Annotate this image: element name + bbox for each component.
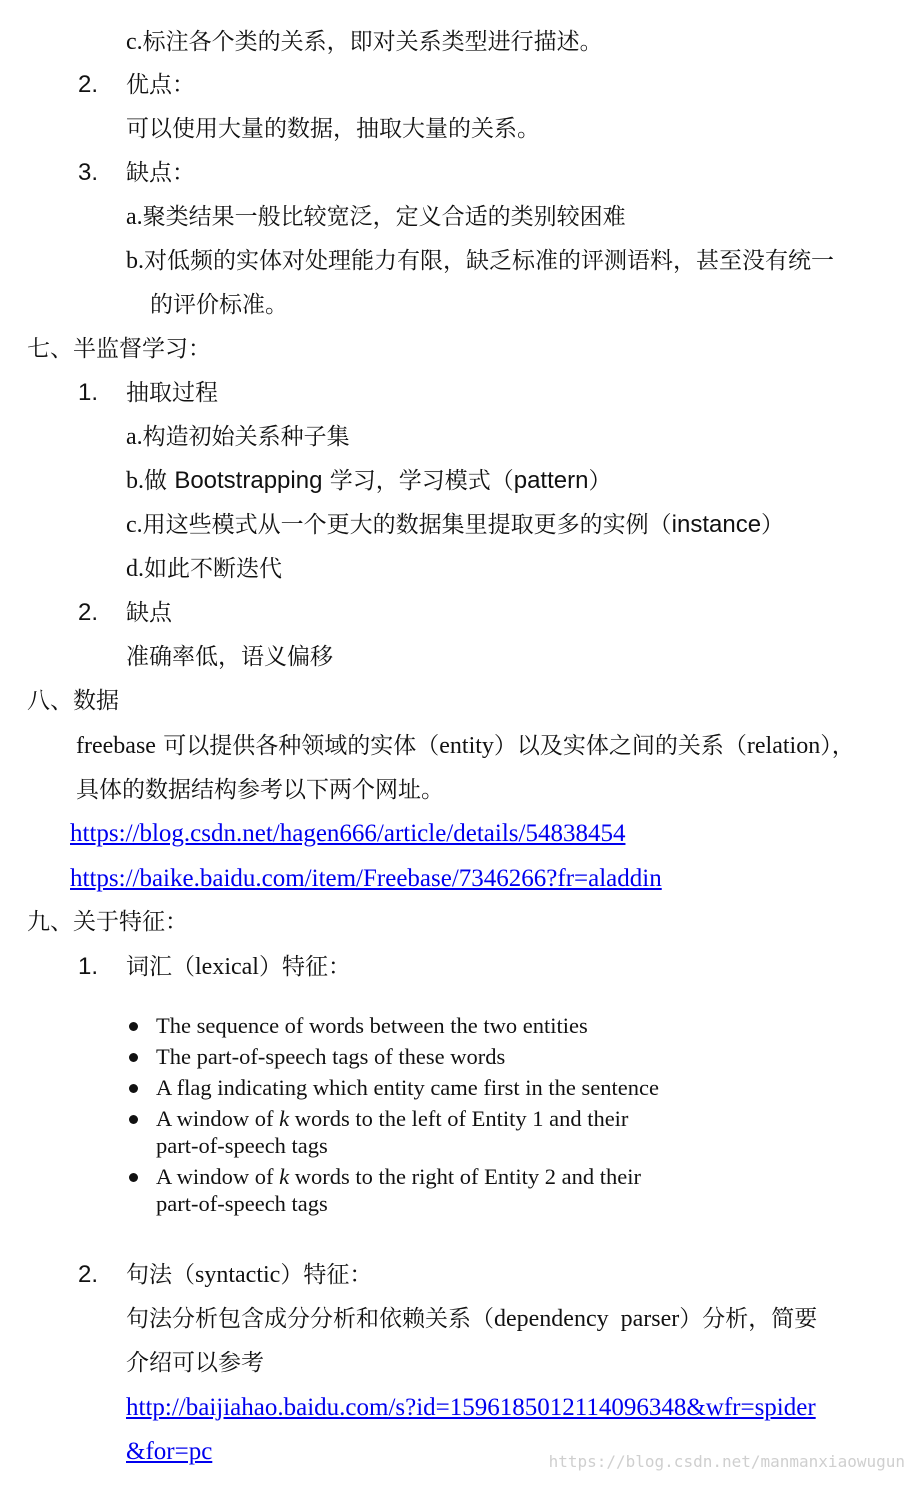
- list-item: [126, 1074, 726, 1101]
- section-heading-8: 八、数据: [27, 688, 119, 714]
- item-body-syntactic-cont: 介绍可以参考: [126, 1350, 264, 1376]
- bullet-icon: [129, 1084, 138, 1093]
- list-number: 2.: [78, 1261, 99, 1288]
- item-6-3-b: [126, 246, 834, 276]
- list-item: [126, 1105, 726, 1159]
- item-title-lexical: [126, 952, 351, 982]
- list-number: 3.: [78, 159, 99, 186]
- item-text: ）: [588, 468, 612, 494]
- item-text: 对低频的实体对处理能力有限，缺乏标准的评测语料，甚至没有统一: [144, 248, 834, 274]
- paragraph-freebase-cont: 具体的数据结构参考以下两个网址。: [76, 777, 444, 803]
- item-6-1-c: [126, 27, 603, 57]
- link-baijiahao[interactable]: http://baijiahao.baidu.com/s?id=1596185012114096348&wfr=spider: [126, 1394, 816, 1421]
- list-number: 2.: [78, 599, 99, 626]
- list-marker: c.: [126, 512, 143, 538]
- link-baike-freebase[interactable]: https://baike.baidu.com/item/Freebase/7346266?fr=aladdin: [70, 865, 662, 892]
- text: 可以提供各种领域的实体（: [155, 733, 440, 759]
- text: 句法分析包含成分分析和依赖关系（: [126, 1306, 494, 1332]
- bullet-text: The part-of-speech tags of these words: [156, 1044, 506, 1069]
- item-title-disadvantages: 缺点：: [126, 160, 195, 186]
- bullet-text: The sequence of words between the two entities: [156, 1013, 588, 1038]
- item-7-1-d: [126, 554, 282, 584]
- list-marker: b.: [126, 468, 144, 494]
- list-number: 1.: [78, 953, 99, 980]
- bullet-text-cont: part-of-speech tags: [156, 1133, 328, 1158]
- item-6-3-a: [126, 202, 626, 232]
- item-body-syntactic: [126, 1304, 817, 1334]
- item-text: 用这些模式从一个更大的数据集里提取更多的实例（: [142, 512, 672, 538]
- text: ）特征：: [280, 1262, 373, 1288]
- item-title-advantages: 优点：: [126, 72, 195, 98]
- item-title-process: 抽取过程: [126, 380, 218, 406]
- term: instance: [671, 511, 762, 538]
- text: ）特征：: [258, 954, 351, 980]
- bullet-text: A flag indicating which entity came first in the sentence: [156, 1075, 659, 1100]
- math-variable: k: [279, 1164, 290, 1189]
- item-body-disadvantages: 准确率低，语义偏移: [126, 644, 333, 670]
- list-number: 2.: [78, 71, 99, 98]
- item-7-1-c: [126, 510, 784, 540]
- text: 词汇（: [126, 954, 195, 980]
- list-marker: c.: [126, 29, 143, 55]
- text: 句法（: [126, 1262, 195, 1288]
- section-heading-9: 九、关于特征：: [27, 909, 188, 935]
- bullet-icon: [129, 1173, 138, 1182]
- item-body-advantages: 可以使用大量的数据，抽取大量的关系。: [126, 116, 540, 142]
- text: ）以及实体之间的关系（: [493, 733, 747, 759]
- list-marker: d.: [126, 556, 144, 582]
- item-text: 学习，学习模式（: [322, 468, 514, 494]
- item-6-3-b-cont: 的评价标准。: [150, 292, 288, 318]
- term: dependency parser: [494, 1306, 680, 1332]
- link-baijiahao-cont[interactable]: &for=pc: [126, 1438, 213, 1465]
- term: entity: [439, 733, 494, 759]
- bullet-icon: [129, 1115, 138, 1124]
- section-heading-7: 七、半监督学习：: [27, 336, 211, 362]
- bullet-text: words to the right of Entity 2 and their: [289, 1164, 641, 1189]
- item-text: 聚类结果一般比较宽泛，定义合适的类别较困难: [142, 204, 626, 230]
- term: syntactic: [195, 1262, 281, 1288]
- text: ）分析，简要: [679, 1306, 818, 1332]
- item-text: 如此不断迭代: [144, 556, 282, 582]
- term: lexical: [195, 954, 259, 980]
- link-csdn-article[interactable]: https://blog.csdn.net/hagen666/article/details/54838454: [70, 820, 626, 847]
- list-item: [126, 1043, 726, 1070]
- item-title-syntactic: [126, 1260, 372, 1290]
- item-text: 构造初始关系种子集: [142, 424, 350, 450]
- bullet-icon: [129, 1022, 138, 1031]
- item-7-1-b: [126, 466, 611, 496]
- list-marker: b.: [126, 248, 144, 274]
- term: pattern: [513, 467, 589, 494]
- math-variable: k: [279, 1106, 290, 1131]
- bullet-text: A window of: [156, 1106, 280, 1131]
- term: Bootstrapping: [174, 467, 323, 494]
- list-marker: a.: [126, 424, 143, 450]
- bullet-text-cont: part-of-speech tags: [156, 1191, 328, 1216]
- item-text: ）: [761, 512, 785, 538]
- bullet-text: words to the left of Entity 1 and their: [289, 1106, 629, 1131]
- term: relation: [746, 733, 821, 759]
- paragraph-freebase: [76, 731, 855, 761]
- item-title-disadvantages: 缺点: [126, 600, 172, 626]
- bullet-icon: [129, 1053, 138, 1062]
- lexical-feature-list: [126, 1012, 726, 1221]
- list-item: [126, 1012, 726, 1039]
- bullet-text: A window of: [156, 1164, 280, 1189]
- list-item: [126, 1163, 726, 1217]
- item-7-1-a: [126, 422, 350, 452]
- term: freebase: [76, 733, 156, 759]
- item-text: 标注各个类的关系，即对关系类型进行描述。: [142, 29, 603, 55]
- list-marker: a.: [126, 204, 143, 230]
- watermark: https://blog.csdn.net/manmanxiaowugun: [548, 1452, 905, 1471]
- list-number: 1.: [78, 379, 99, 406]
- text: ），: [820, 733, 855, 759]
- item-text: 做: [144, 468, 175, 494]
